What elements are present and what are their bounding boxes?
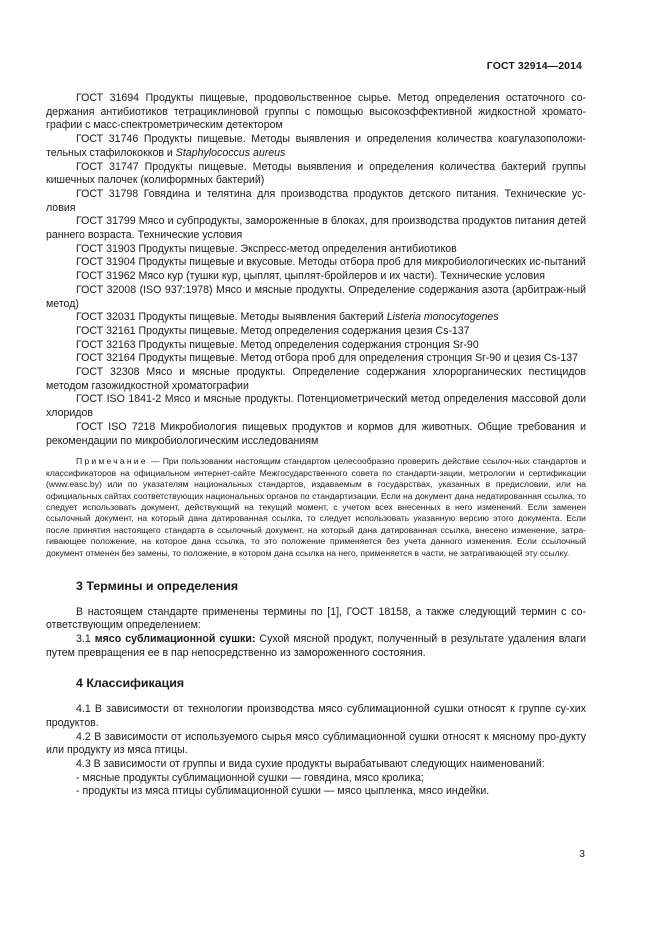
reference-item: ГОСТ 32163 Продукты пищевые. Метод определения содержания стронция Sr-90 <box>76 338 479 351</box>
list-item: - продукты из мяса птицы сублимационной сушки — мясо цыпленка, мясо индейки. <box>76 785 490 798</box>
reference-item: ГОСТ 31746 Продукты пищевые. Методы выявления и определения количества коагулазоположи-тельных стафилококков и Staphylococcus aureus <box>46 133 586 159</box>
standard-code-header: ГОСТ 32914—2014 <box>486 60 582 72</box>
reference-item: ГОСТ 31747 Продукты пищевые. Методы выявления и определения количества бактерий группы кишечных палочек (колиформных бактерий) <box>46 160 586 187</box>
term-name: мясо сублимационной сушки: <box>94 633 256 646</box>
reference-item: ГОСТ 32031 Продукты пищевые. Методы выявления бактерий Listeria monocytogenes <box>76 311 499 324</box>
references-note <box>46 456 586 559</box>
page-number: 3 <box>579 848 585 860</box>
clause-4-3: 4.3 В зависимости от группы и вида сухие продукты вырабатывают следующих наименований: <box>76 757 545 770</box>
reference-item: ГОСТ 31904 Продукты пищевые и вкусовые. Методы отбора проб для микробиологических ис-пытаний <box>76 256 586 269</box>
note-label: Примечание <box>76 456 148 467</box>
reference-item: ГОСТ ISO 1841-2 Мясо и мясные продукты. Потенциометрический метод определения массовой доли хлоридов <box>46 393 586 420</box>
clause-4-1: 4.1 В зависимости от технологии производства мясо сублимационной сушки относят к группе су-хих продуктов. <box>46 703 586 729</box>
list-item: - мясные продукты сублимационной сушки — говядина, мясо кролика; <box>76 771 424 784</box>
reference-item: ГОСТ 31799 Мясо и субпродукты, замороженные в блоках, для производства продуктов питания детей раннего возраста. Технические условия <box>46 215 586 242</box>
reference-item: ГОСТ 32308 Мясо и мясные продукты. Определение содержания хлорорганических пестицидов методом газожидкостной хроматографии <box>46 366 586 392</box>
reference-item: ГОСТ 31798 Говядина и телятина для производства продуктов детского питания. Технические ус-ловия <box>46 187 586 214</box>
reference-item: ГОСТ 32161 Продукты пищевые. Метод определения содержания цезия Cs-137 <box>76 324 470 337</box>
section-3-heading: 3 Термины и определения <box>76 578 239 593</box>
normative-references-list <box>46 92 586 448</box>
reference-item: ГОСТ 32008 (ISO 937:1978) Мясо и мясные продукты. Определение содержания азота (арбитраж-ный метод) <box>46 283 586 310</box>
reference-item: ГОСТ 31962 Мясо кур (тушки кур, цыплят, цыплят-бройлеров и их части). Технические условия <box>76 270 545 283</box>
reference-item: ГОСТ 32164 Продукты пищевые. Метод отбора проб для определения стронция Sr-90 и цезия Cs-137 <box>76 352 579 365</box>
section-4-heading: 4 Классификация <box>76 676 185 691</box>
term-definition: 3.1 мясо сублимационной сушки: Сухой мясной продукт, полученный в результате удаления влаги путем превращения ее в пар непосредственно из замороженного состояния. <box>46 633 586 659</box>
clause-4-2: 4.2 В зависимости от используемого сырья мясо сублимационной сушки относят к мясному про-дукту или продукту из мяса птицы. <box>46 730 586 757</box>
section-3-intro: В настоящем стандарте применены термины по [1], ГОСТ 18158, а также следующий термин с со-ответствующим определением: <box>46 605 586 632</box>
note-text: — При пользовании настоящим стандартом целесообразно проверить действие ссылоч-ных стандартов и классификаторов на официальном интернет-сайте Межгосударственного совета по стандарти-зации, метрологии и сертификации (www.easc.by) или по указателям национальных стандартов, издаваемым в государствах, указанных в предисловии, или на официальных сайтах соответствующих национальных органов по стандартизации. Если на документ дана недатированная ссылка, то следует использовать документ, действующий на текущий момент, с учетом всех внесенных в него изменений. Если заменен ссылочный документ, на который дана датированная ссылка, то следует использовать указанную версию этого документа. Если после принятия настоящего стандарта в ссылочный документ, на который дана датированная ссылка, внесено изменение, затра-гивающее положение, на которое дана ссылка, то это положение применяется без учета данного изменения. Если ссылочный документ отменен без замены, то положение, в котором дана ссылка на него, применяется в части, не затрагивающей эту ссылку. <box>46 456 586 558</box>
document-body <box>46 92 586 799</box>
reference-item: ГОСТ 31903 Продукты пищевые. Экспресс-метод определения антибиотиков <box>76 242 457 255</box>
reference-item: ГОСТ 31694 Продукты пищевые, продовольственное сырье. Метод определения остаточного со-держания антибиотиков тетрациклиновой группы с помощью высокоэффективной жидкостной хромато-графии с масс-спектрометрическим детектором <box>46 92 586 132</box>
reference-item: ГОСТ ISO 7218 Микробиология пищевых продуктов и кормов для животных. Общие требования и рекомендации по микробиологическим исследованиям <box>46 420 586 447</box>
